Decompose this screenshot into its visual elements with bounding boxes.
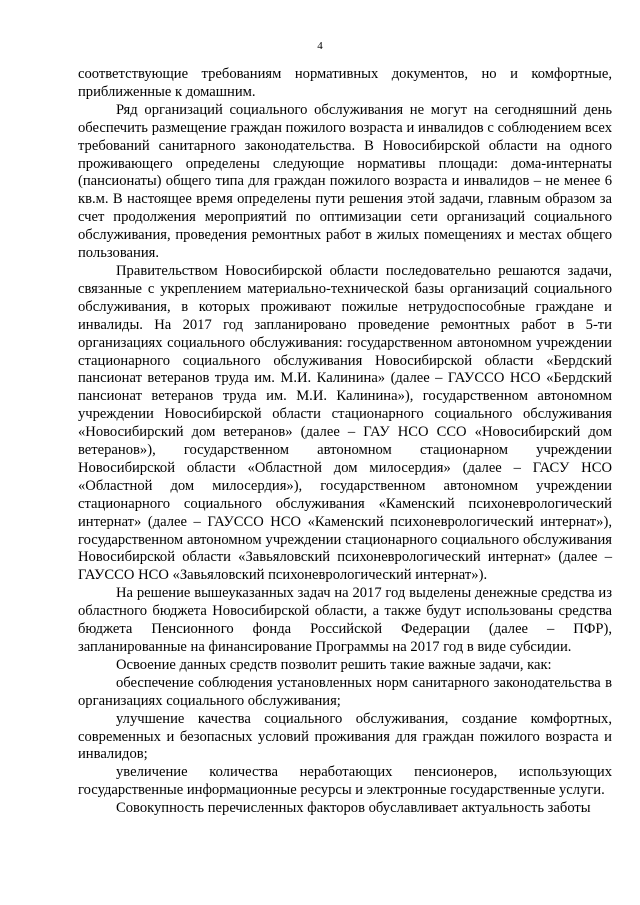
paragraph: обеспечение соблюдения установленных норм санитарного законодательства в организациях социального обслуживания;	[78, 674, 612, 709]
document-body	[78, 66, 612, 818]
paragraph: На решение вышеуказанных задач на 2017 год выделены денежные средства из областного бюджета Новосибирской области, а также будут использованы средства бюджета Пенсионного фонда Российской Федерации (далее – ПФР), запланированные на финансирование Программы на 2017 год в виде субсидии.	[78, 585, 612, 655]
paragraph: Ряд организаций социального обслуживания не могут на сегодняшний день обеспечить размещение граждан пожилого возраста и инвалидов с соблюдением всех требований санитарного законодательства. В Новосибирской области на одного проживающего определены следующие нормативы площади: дома-интернаты (пансионаты) общего типа для граждан пожилого возраста и инвалидов – не менее 6 кв.м. В настоящее время определены пути решения этой задачи, главным образом за счет продолжения мероприятий по оптимизации сети организаций социального обслуживания, проведения ремонтных работ в жилых помещениях и местах общего пользования.	[78, 101, 612, 262]
page-number: 4	[317, 40, 323, 52]
paragraph: соответствующие требованиям нормативных документов, но и комфортные, приближенные к домашним.	[78, 66, 612, 100]
paragraph: улучшение качества социального обслуживания, создание комфортных, современных и безопасных условий проживания для граждан пожилого возраста и инвалидов;	[78, 710, 612, 763]
paragraph: Совокупность перечисленных факторов обуславливает актуальность заботы	[116, 800, 591, 817]
paragraph: Правительством Новосибирской области последовательно решаются задачи, связанные с укреплением материально-технической базы организаций социального обслуживания, в которых проживают пожилые нетрудоспособные граждане и инвалиды. На 2017 год запланировано проведение ремонтных работ в 5-ти организациях социального обслуживания: государственном автономном учреждении стационарного социального обслуживания Новосибирской области «Бердский пансионат ветеранов труда им. М.И. Калинина» (далее – ГАУССО НСО «Бердский пансионат ветеранов труда им. М.И. Калинина»), государственном автономном учреждении Новосибирской области стационарного социального обслуживания «Новосибирский дом ветеранов» (далее – ГАУ НСО ССО «Новосибирский дом ветеранов»), государственном автономном стационарном учреждении Новосибирской области «Областной дом милосердия» (далее – ГАСУ НСО «Областной дом милосердия»), государственном автономном учреждении стационарного социального обслуживания «Каменский психоневрологический интернат» (далее – ГАУССО НСО «Каменский психоневрологический интернат»), государственном автономном учреждении стационарного социального обслуживания Новосибирской области «Завьяловский психоневрологический интернат» (далее – ГАУССО НСО «Завьяловский психоневрологический интернат»).	[78, 262, 612, 584]
paragraph: Освоение данных средств позволит решить такие важные задачи, как:	[116, 656, 552, 673]
paragraph: увеличение количества неработающих пенсионеров, использующих государственные информационные ресурсы и электронные государственные услуги.	[78, 764, 612, 799]
